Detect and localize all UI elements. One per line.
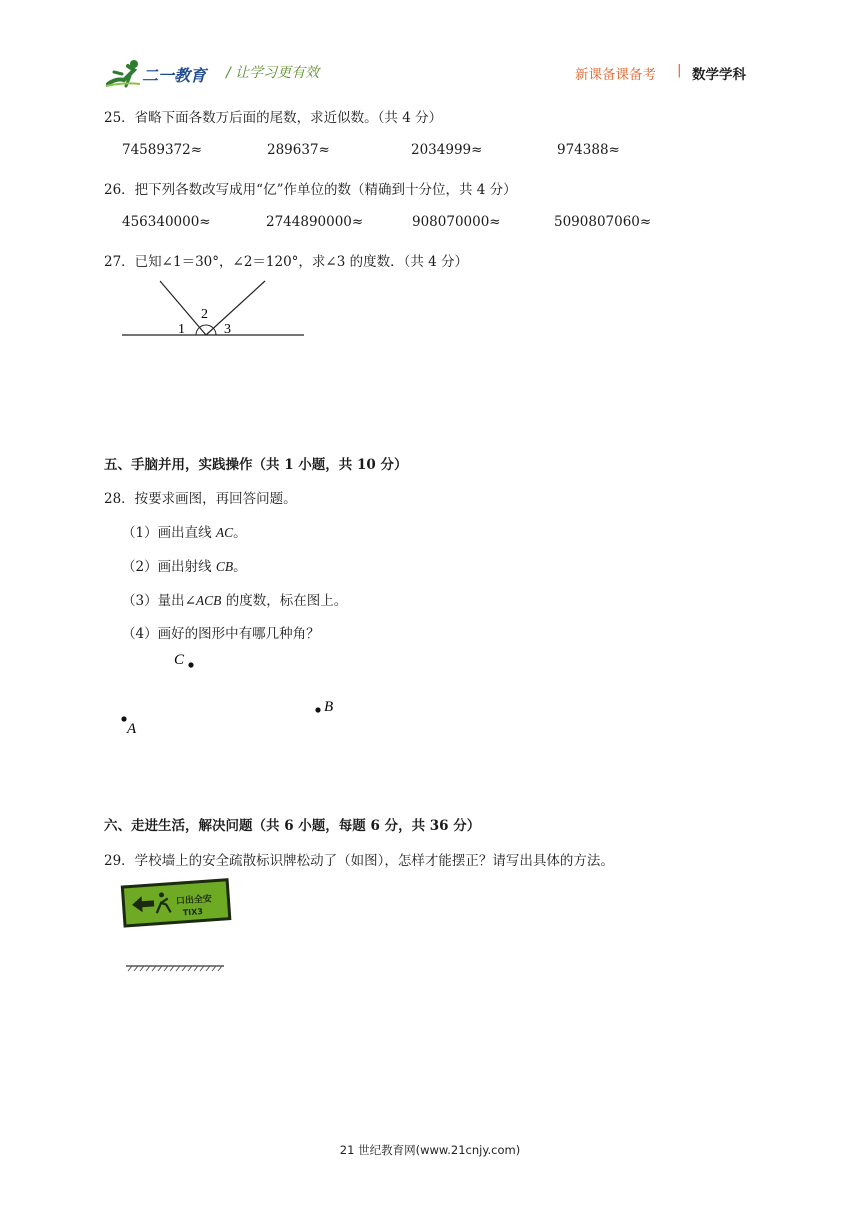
points-figure [110,645,350,740]
q28-sub4: （4）画好的图形中有哪几种角？ [122,626,320,642]
q28-sub3-text: （3）量出∠ [122,593,196,609]
footer: 21 世纪教育网(www.21cnjy.com) [339,1143,521,1157]
q28-sub1-text: （1）画出直线 [122,525,216,541]
q25-item: 2034999≈ [411,142,483,158]
q25-stem: 25．省略下面各数万后面的尾数，求近似数。（共 4 分） [104,110,443,126]
q29-stem: 29．学校墙上的安全疏散标识牌松动了（如图），怎样才能摆正？请写出具体的方法。 [104,853,614,869]
q25-item: 289637≈ [267,142,330,158]
point-label-b: B [324,699,334,715]
point-label-c: C [174,652,185,668]
angle-figure [118,276,308,342]
q25-item: 74589372≈ [122,142,203,158]
exit-sign-text: 口出全安 [175,894,213,907]
q28-sub3-var: ACB [195,593,222,608]
exit-sign-subtext: TIX3 [182,907,204,918]
header-subject: 数学学科 [692,67,746,83]
q26-item: 5090807060≈ [554,214,652,230]
slogan: / 让学习更有效 [226,65,320,81]
q28-sub1-var: AC [215,525,234,540]
q28-sub3 [122,589,347,609]
point-a [121,716,126,721]
point-b [315,707,320,712]
q28-sub2-var: CB [215,559,234,574]
point-label-a: A [127,721,137,737]
q28-sub1-end: 。 [233,525,247,541]
header-separator: | [677,62,682,78]
section-6-title: 六、走进生活，解决问题（共 6 小题，每题 6 分，共 36 分） [104,818,481,834]
angle-ray-right [206,281,265,335]
q27-stem: 27．已知∠1＝30°，∠2＝120°，求∠3 的度数．（共 4 分） [104,254,469,270]
q25-item: 974388≈ [557,142,620,158]
section-5-title: 五、手脑并用，实践操作（共 1 小题，共 10 分） [104,457,408,473]
point-c [188,662,193,667]
q26-item: 908070000≈ [412,214,501,230]
q28-sub3-end: 的度数，标在图上。 [221,593,348,609]
exit-sign-figure [116,872,242,980]
floor-hatching [128,966,222,971]
angle-label-3: 3 [224,322,231,337]
q28-sub1 [122,521,247,541]
header-tag: 新课备课备考 [575,67,656,83]
q26-item: 456340000≈ [122,214,211,230]
exit-sign [121,878,232,927]
angle-label-1: 1 [178,322,185,337]
q28-sub2-end: 。 [233,559,247,575]
q28-stem: 28．按要求画图，再回答问题。 [104,491,297,507]
q28-sub2 [122,555,247,575]
logo-text: 二一教育 [142,66,207,85]
angle-label-2: 2 [201,307,208,322]
q28-sub2-text: （2）画出射线 [122,559,216,575]
q26-item: 2744890000≈ [266,214,364,230]
q26-stem: 26．把下列各数改写成用“亿”作单位的数（精确到十分位，共 4 分） [104,182,517,198]
